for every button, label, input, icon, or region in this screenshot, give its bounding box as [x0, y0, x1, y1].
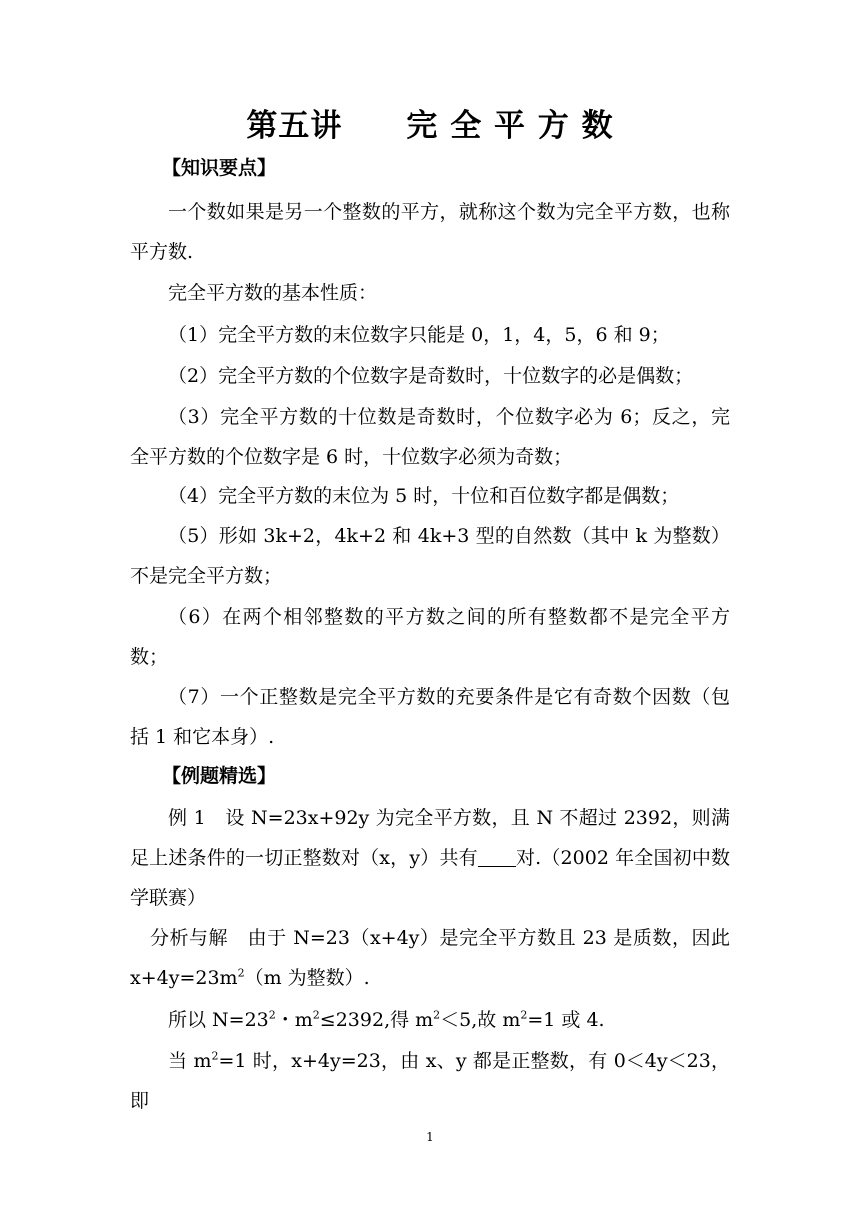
superscript: 2	[312, 1008, 320, 1022]
superscript: 2	[268, 1008, 276, 1022]
math-text: ・m	[275, 1009, 313, 1031]
page-number: 1	[426, 1130, 434, 1144]
superscript: 2	[433, 1008, 441, 1022]
math-text: =1 或 4.	[527, 1009, 605, 1031]
analysis-text-end: （m 为整数）.	[244, 967, 370, 989]
property-2: （2）完全平方数的个位数字是奇数时，十位数字的必是偶数；	[168, 365, 694, 387]
property-3: （3）完全平方数的十位数是奇数时，个位数字必为 6；反之，完全平方数的个位数字是 6 时，十位数字必须为奇数；	[130, 406, 730, 468]
property-7: （7）一个正整数是完全平方数的充要条件是它有奇数个因数（包括 1 和它本身）.	[130, 686, 730, 748]
analysis-text: 分析与解 由于 N=23（x+4y）是完全平方数且 23 是质数，因此 x+4y=23m	[130, 927, 730, 989]
example-1-text: 例 1 设 N=23x+92y 为完全平方数，且 N 不超过 2392，则满足上述条件的一切正整数对（x，y）共有	[130, 807, 730, 869]
math-text: ≤2392,得 m	[319, 1009, 434, 1031]
math-text: 所以 N=23	[168, 1009, 269, 1031]
math-text: 当 m	[168, 1050, 212, 1072]
math-text: =1 时，x+4y=23，由 x、y 都是正整数，有 0＜4y＜23，即	[130, 1050, 731, 1112]
superscript: 2	[211, 1049, 219, 1063]
answer-blank	[478, 848, 516, 867]
property-6: （6）在两个相邻整数的平方数之间的所有整数都不是完全平方数；	[130, 606, 730, 668]
math-text: ＜5,故 m	[440, 1009, 521, 1031]
example-1-question	[130, 798, 730, 918]
property-1: （1）完全平方数的末位数字只能是 0，1，4，5，6 和 9；	[168, 324, 670, 346]
paragraph-properties-intro: 完全平方数的基本性质：	[168, 282, 378, 304]
example-1-source: 对.（2002 年全国初中数学联赛）	[130, 847, 731, 909]
solution-line-inequality	[130, 1000, 730, 1040]
solution-line-case-1	[130, 1041, 730, 1121]
section-heading-knowledge: 【知识要点】	[162, 157, 277, 179]
lecture-title: 第五讲 完 全 平 方 数	[246, 108, 614, 144]
section-heading-examples: 【例题精选】	[162, 765, 277, 787]
paragraph-definition: 一个数如果是另一个整数的平方，就称这个数为完全平方数，也称平方数.	[130, 201, 730, 263]
property-5: （5）形如 3k+2，4k+2 和 4k+3 型的自然数（其中 k 为整数）不是完全平方数；	[130, 525, 730, 587]
superscript: 2	[520, 1008, 528, 1022]
property-4: （4）完全平方数的末位为 5 时，十位和百位数字都是偶数；	[168, 485, 680, 507]
superscript: 2	[237, 966, 245, 980]
example-1-analysis	[130, 918, 730, 998]
